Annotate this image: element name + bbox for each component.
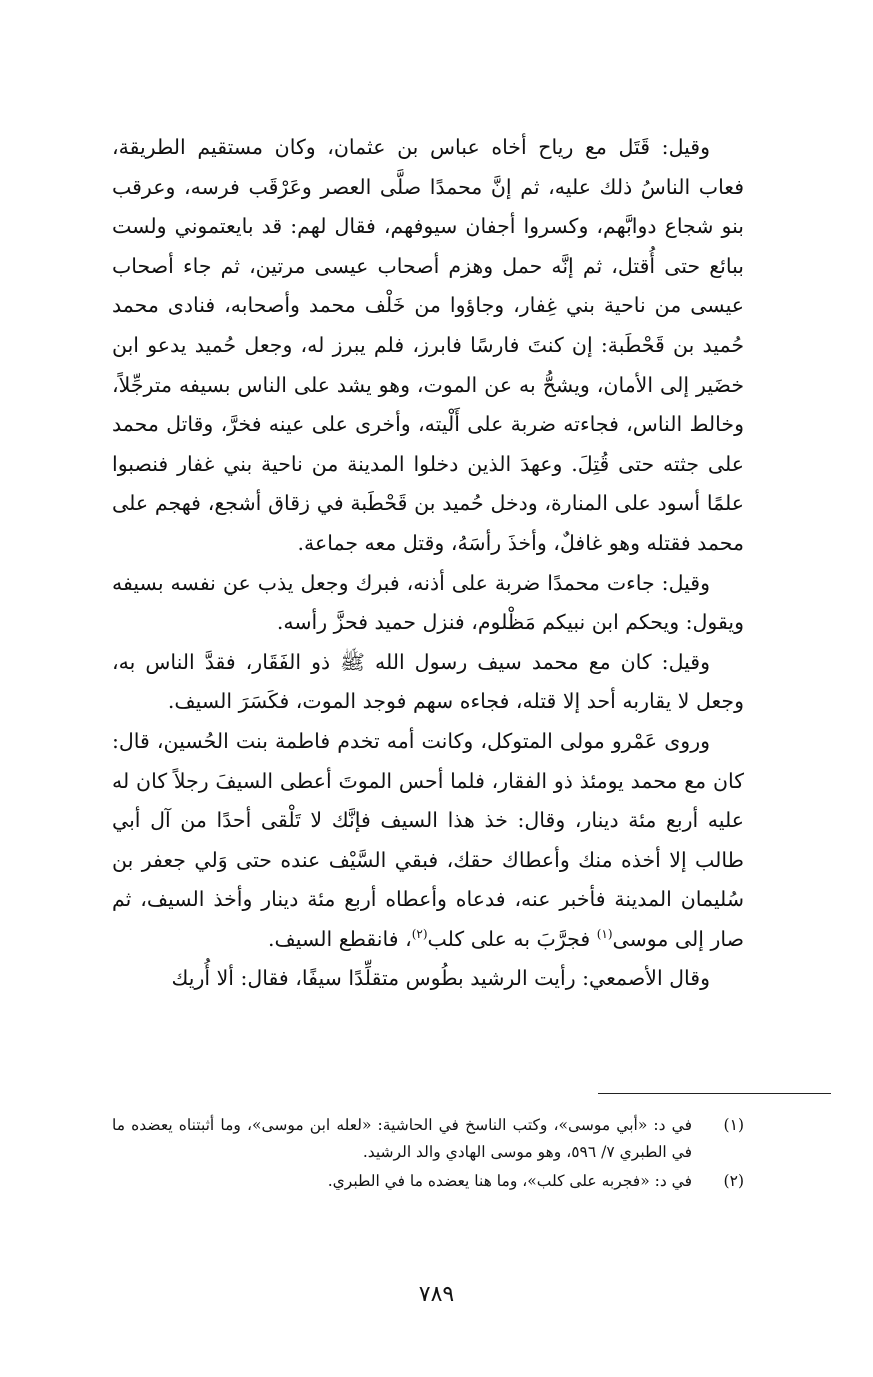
footnote-1 [112,1112,744,1166]
main-text [112,128,744,999]
footnote-ref-1: (١) [596,926,613,941]
paragraph-3: وقيل: كان مع محمد سيف رسول الله ﷺ ذو الفَقَار، فقدَّ الناس به، وجعل لا يقاربه أحد إلا قتله، فجاءه سهم فوجد الموت، فكَسَرَ السيف. [112,649,744,714]
footnote-text: في د: «أبي موسى»، وكتب الناسخ في الحاشية: «لعله ابن موسى»، وما أثبتناه يعضده ما في الطبري ٧/ ٥٩٦، وهو موسى الهادي والد الرشيد. [112,1116,692,1161]
paragraph-4-text-b: فجرَّبَ به على كلب [427,926,591,951]
footnote-number: (١) [723,1116,744,1134]
footnote-2 [112,1168,744,1195]
page-number: ٧٨٩ [418,1282,455,1307]
paragraph-2: وقيل: جاءت محمدًا ضربة على أذنه، فبرك وجعل يذب عن نفسه بسيفه ويقول: ويحكم ابن نبيكم مَظْلوم، فنزل حميد فحزَّ رأسه. [112,570,744,635]
footnote-text: في د: «فجربه على كلب»، وما هنا يعضده ما في الطبري. [327,1172,692,1190]
paragraph-4 [112,722,744,960]
paragraph-4-text-a: وروى عَمْرو مولى المتوكل، وكانت أمه تخدم فاطمة بنت الحُسين، قال: كان مع محمد يومئذ ذو الفقار، فلما أحس الموتَ أعطى السيفَ رجلاً كان له عليه أربع مئة دينار، وقال: خذ هذا السيف فإنَّك لا تَلْقى أحدًا من آل أبي طالب إلا أخذه منك وأعطاك حقك، فبقي السَّيْف عنده حتى وَلي جعفر بن سُليمان المدينة فأخبر عنه، فدعاه وأعطاه أربع مئة دينار وأخذ السيف، ثم صار إلى موسى [112,728,744,951]
paragraph-4-text-c: ، فانقطع السيف. [268,926,412,951]
footnote-number: (٢) [723,1172,744,1190]
paragraph-1: وقيل: قَتَل مع رياح أخاه عباس بن عثمان، وكان مستقيم الطريقة، فعاب الناسُ ذلك عليه، ثم إنَّ محمدًا صلَّى العصر وعَرْقَب فرسه، وعرقب بنو شجاع دوابَّهم، وكسروا أجفان سيوفهم، فقال لهم: قد بايعتموني ولست ببائع حتى أُقتل، ثم إنَّه حمل وهزم أصحاب عيسى مرتين، ثم جاء أصحاب عيسى من ناحية بني غِفار، وجاؤوا من خَلْف محمد وأصحابه، فنادى محمد حُميد بن قَحْطَبة: إن كنتَ فارسًا فابرز، فلم يبرز له، وجعل حُميد يدعو ابن خضَير إلى الأمان، ويشحُّ به عن الموت، وهو يشد على الناس بسيفه مترجِّلاً، وخالط الناس، فجاءته ضربة على أَلْيته، وأخرى على عينه فخرَّ، وقاتل محمد على جثته حتى قُتِلَ. وعهدَ الذين دخلوا المدينة من ناحية بني غفار فنصبوا علمًا أسود على المنارة، ودخل حُميد بن قَحْطَبة في زقاق أشجع، فهجم على محمد فقتله وهو غافلٌ، وأخذَ رأسَهُ، وقتل معه جماعة. [112,135,744,555]
footnote-ref-2: (٢) [411,926,428,941]
footnote-separator [598,1093,831,1094]
footnotes [112,1112,744,1197]
paragraph-5: وقال الأصمعي: رأيت الرشيد بطُوس متقلِّدًا سيفًا، فقال: ألا أُريك [171,966,710,991]
